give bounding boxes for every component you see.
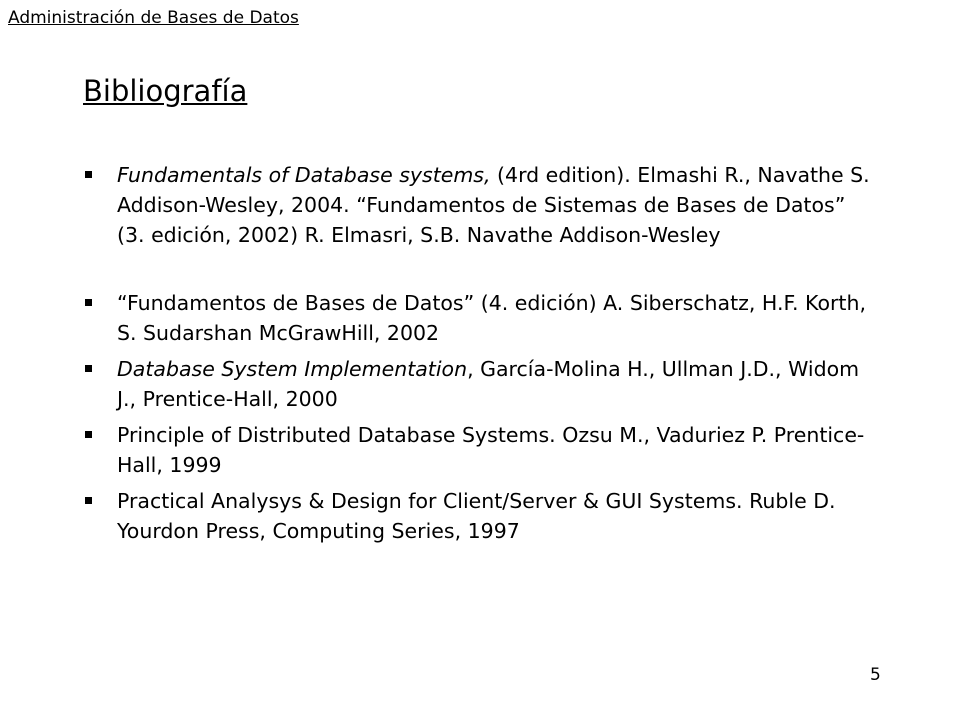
book-details: Principle of Distributed Database Systems. Ozsu M., Vaduriez P. Prentice-Hall, 1999: [117, 423, 865, 477]
square-bullet-icon: [85, 299, 92, 306]
bibliography-item: [83, 354, 873, 414]
bibliography-item: [83, 486, 873, 546]
course-title: Administración de Bases de Datos: [8, 8, 299, 28]
book-title: Database System Implementation: [117, 357, 468, 381]
square-bullet-icon: [85, 365, 92, 372]
book-details: “Fundamentos de Bases de Datos” (4. edición) A. Siberschatz, H.F. Korth, S. Sudarshan McGrawHill, 2002: [117, 291, 866, 345]
book-details: , García-Molina H., Ullman J.D., Widom J., Prentice-Hall, 2000: [117, 357, 860, 411]
square-bullet-icon: [85, 497, 92, 504]
square-bullet-icon: [85, 431, 92, 438]
bibliography-item: [83, 288, 873, 348]
book-title: Fundamentals of Database systems,: [117, 163, 491, 187]
book-details: (4rd edition). Elmashi R., Navathe S. Addison-Wesley, 2004. “Fundamentos de Sistemas de Bases de Datos” (3. edición, 2002) R. Elmasri, S.B. Navathe Addison-Wesley: [117, 163, 870, 247]
square-bullet-icon: [85, 171, 92, 178]
slide-title: Bibliografía: [83, 74, 248, 108]
book-details: Practical Analysys & Design for Client/Server & GUI Systems. Ruble D. Yourdon Press, Computing Series, 1997: [117, 489, 836, 543]
bibliography-item: [83, 420, 873, 480]
bibliography-list: [83, 160, 873, 552]
bibliography-item: [83, 160, 873, 250]
page-number: 5: [870, 665, 881, 685]
